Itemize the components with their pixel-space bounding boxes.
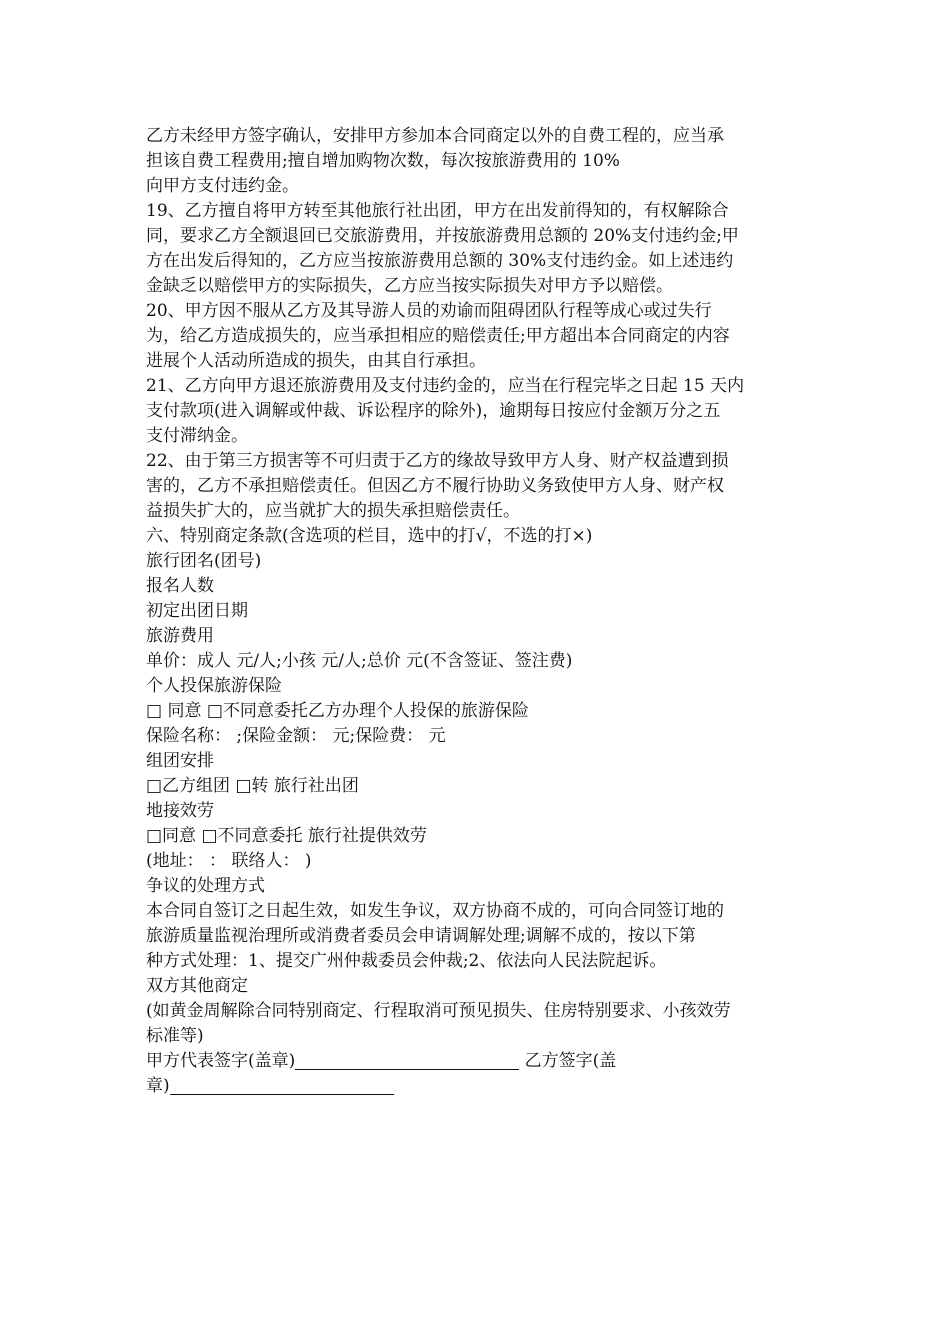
party-a-signature-label: 甲方代表签字(盖章) — [146, 1051, 296, 1071]
party-b-signature-label-cont: 章) — [146, 1076, 170, 1096]
text-line: (地址： ： 联络人： ) — [146, 851, 312, 871]
text-line: □ 同意 □不同意委托乙方办理个人投保的旅游保险 — [146, 701, 529, 721]
text-line: 同，要求乙方全额退回已交旅游费用，并按旅游费用总额的 20%支付违约金;甲 — [146, 226, 739, 246]
text-line: 旅游质量监视治理所或消费者委员会申请调解处理;调解不成的，按以下第 — [146, 926, 696, 946]
text-line: 21、乙方向甲方退还旅游费用及支付违约金的，应当在行程完毕之日起 15 天内 — [146, 376, 745, 396]
text-line: 旅游费用 — [146, 626, 214, 646]
text-line: 20、甲方因不服从乙方及其导游人员的劝谕而阻碍团队行程等成心或过失行 — [146, 301, 712, 321]
text-line: 单价：成人 元/人;小孩 元/人;总价 元(不含签证、签注费) — [146, 651, 573, 671]
text-line: 金缺乏以赔偿甲方的实际损失，乙方应当按实际损失对甲方予以赔偿。 — [146, 276, 673, 296]
text-line: 保险名称： ;保险金额： 元;保险费： 元 — [146, 726, 446, 746]
text-line: 为，给乙方造成损失的，应当承担相应的赔偿责任;甲方超出本合同商定的内容 — [146, 326, 730, 346]
text-line: □乙方组团 □转 旅行社出团 — [146, 776, 359, 796]
text-line: 标准等) — [146, 1026, 204, 1046]
text-line: 六、特别商定条款(含选项的栏目，选中的打√，不选的打×) — [146, 526, 593, 546]
text-line: 担该自费工程费用;擅自增加购物次数，每次按旅游费用的 10% — [146, 151, 620, 171]
signature-row-1 — [146, 1049, 806, 1074]
text-line: 22、由于第三方损害等不可归责于乙方的缘故导致甲方人身、财产权益遭到损 — [146, 451, 729, 471]
text-line: 报名人数 — [146, 576, 214, 596]
text-line: 初定出团日期 — [146, 601, 248, 621]
text-line: 方在出发后得知的，乙方应当按旅游费用总额的 30%支付违约金。如上述违约 — [146, 251, 734, 271]
text-line: 进展个人活动所造成的损失，由其自行承担。 — [146, 351, 486, 371]
text-line: 乙方未经甲方签字确认，安排甲方参加本合同商定以外的自费工程的，应当承 — [146, 126, 724, 146]
party-b-signature-label: 乙方签字(盖 — [524, 1051, 617, 1071]
text-line: 双方其他商定 — [146, 976, 248, 996]
text-line: 向甲方支付违约金。 — [146, 176, 299, 196]
text-line: 地接效劳 — [146, 801, 214, 821]
text-line: 本合同自签订之日起生效，如发生争议，双方协商不成的，可向合同签订地的 — [146, 901, 724, 921]
text-line: 旅行团名(团号) — [146, 551, 262, 571]
text-line: 支付滞纳金。 — [146, 426, 248, 446]
text-line: 益损失扩大的，应当就扩大的损失承担赔偿责任。 — [146, 501, 520, 521]
text-line: (如黄金周解除合同特别商定、行程取消可预见损失、住房特别要求、小孩效劳 — [146, 1001, 731, 1021]
contract-text — [146, 124, 806, 1049]
text-line: 个人投保旅游保险 — [146, 676, 282, 696]
text-line: 种方式处理：1、提交广州仲裁委员会仲裁;2、依法向人民法院起诉。 — [146, 951, 667, 971]
document-page — [146, 124, 806, 1099]
text-line: 组团安排 — [146, 751, 214, 771]
text-line: 19、乙方擅自将甲方转至其他旅行社出团，甲方在出发前得知的，有权解除合 — [146, 201, 729, 221]
signature-row-2 — [146, 1074, 806, 1099]
party-a-signature-line — [295, 1051, 519, 1070]
text-line: □同意 □不同意委托 旅行社提供效劳 — [146, 826, 427, 846]
party-b-signature-line — [170, 1076, 394, 1095]
text-line: 支付款项(进入调解或仲裁、诉讼程序的除外)，逾期每日按应付金额万分之五 — [146, 401, 721, 421]
text-line: 争议的处理方式 — [146, 876, 265, 896]
text-line: 害的，乙方不承担赔偿责任。但因乙方不履行协助义务致使甲方人身、财产权 — [146, 476, 724, 496]
